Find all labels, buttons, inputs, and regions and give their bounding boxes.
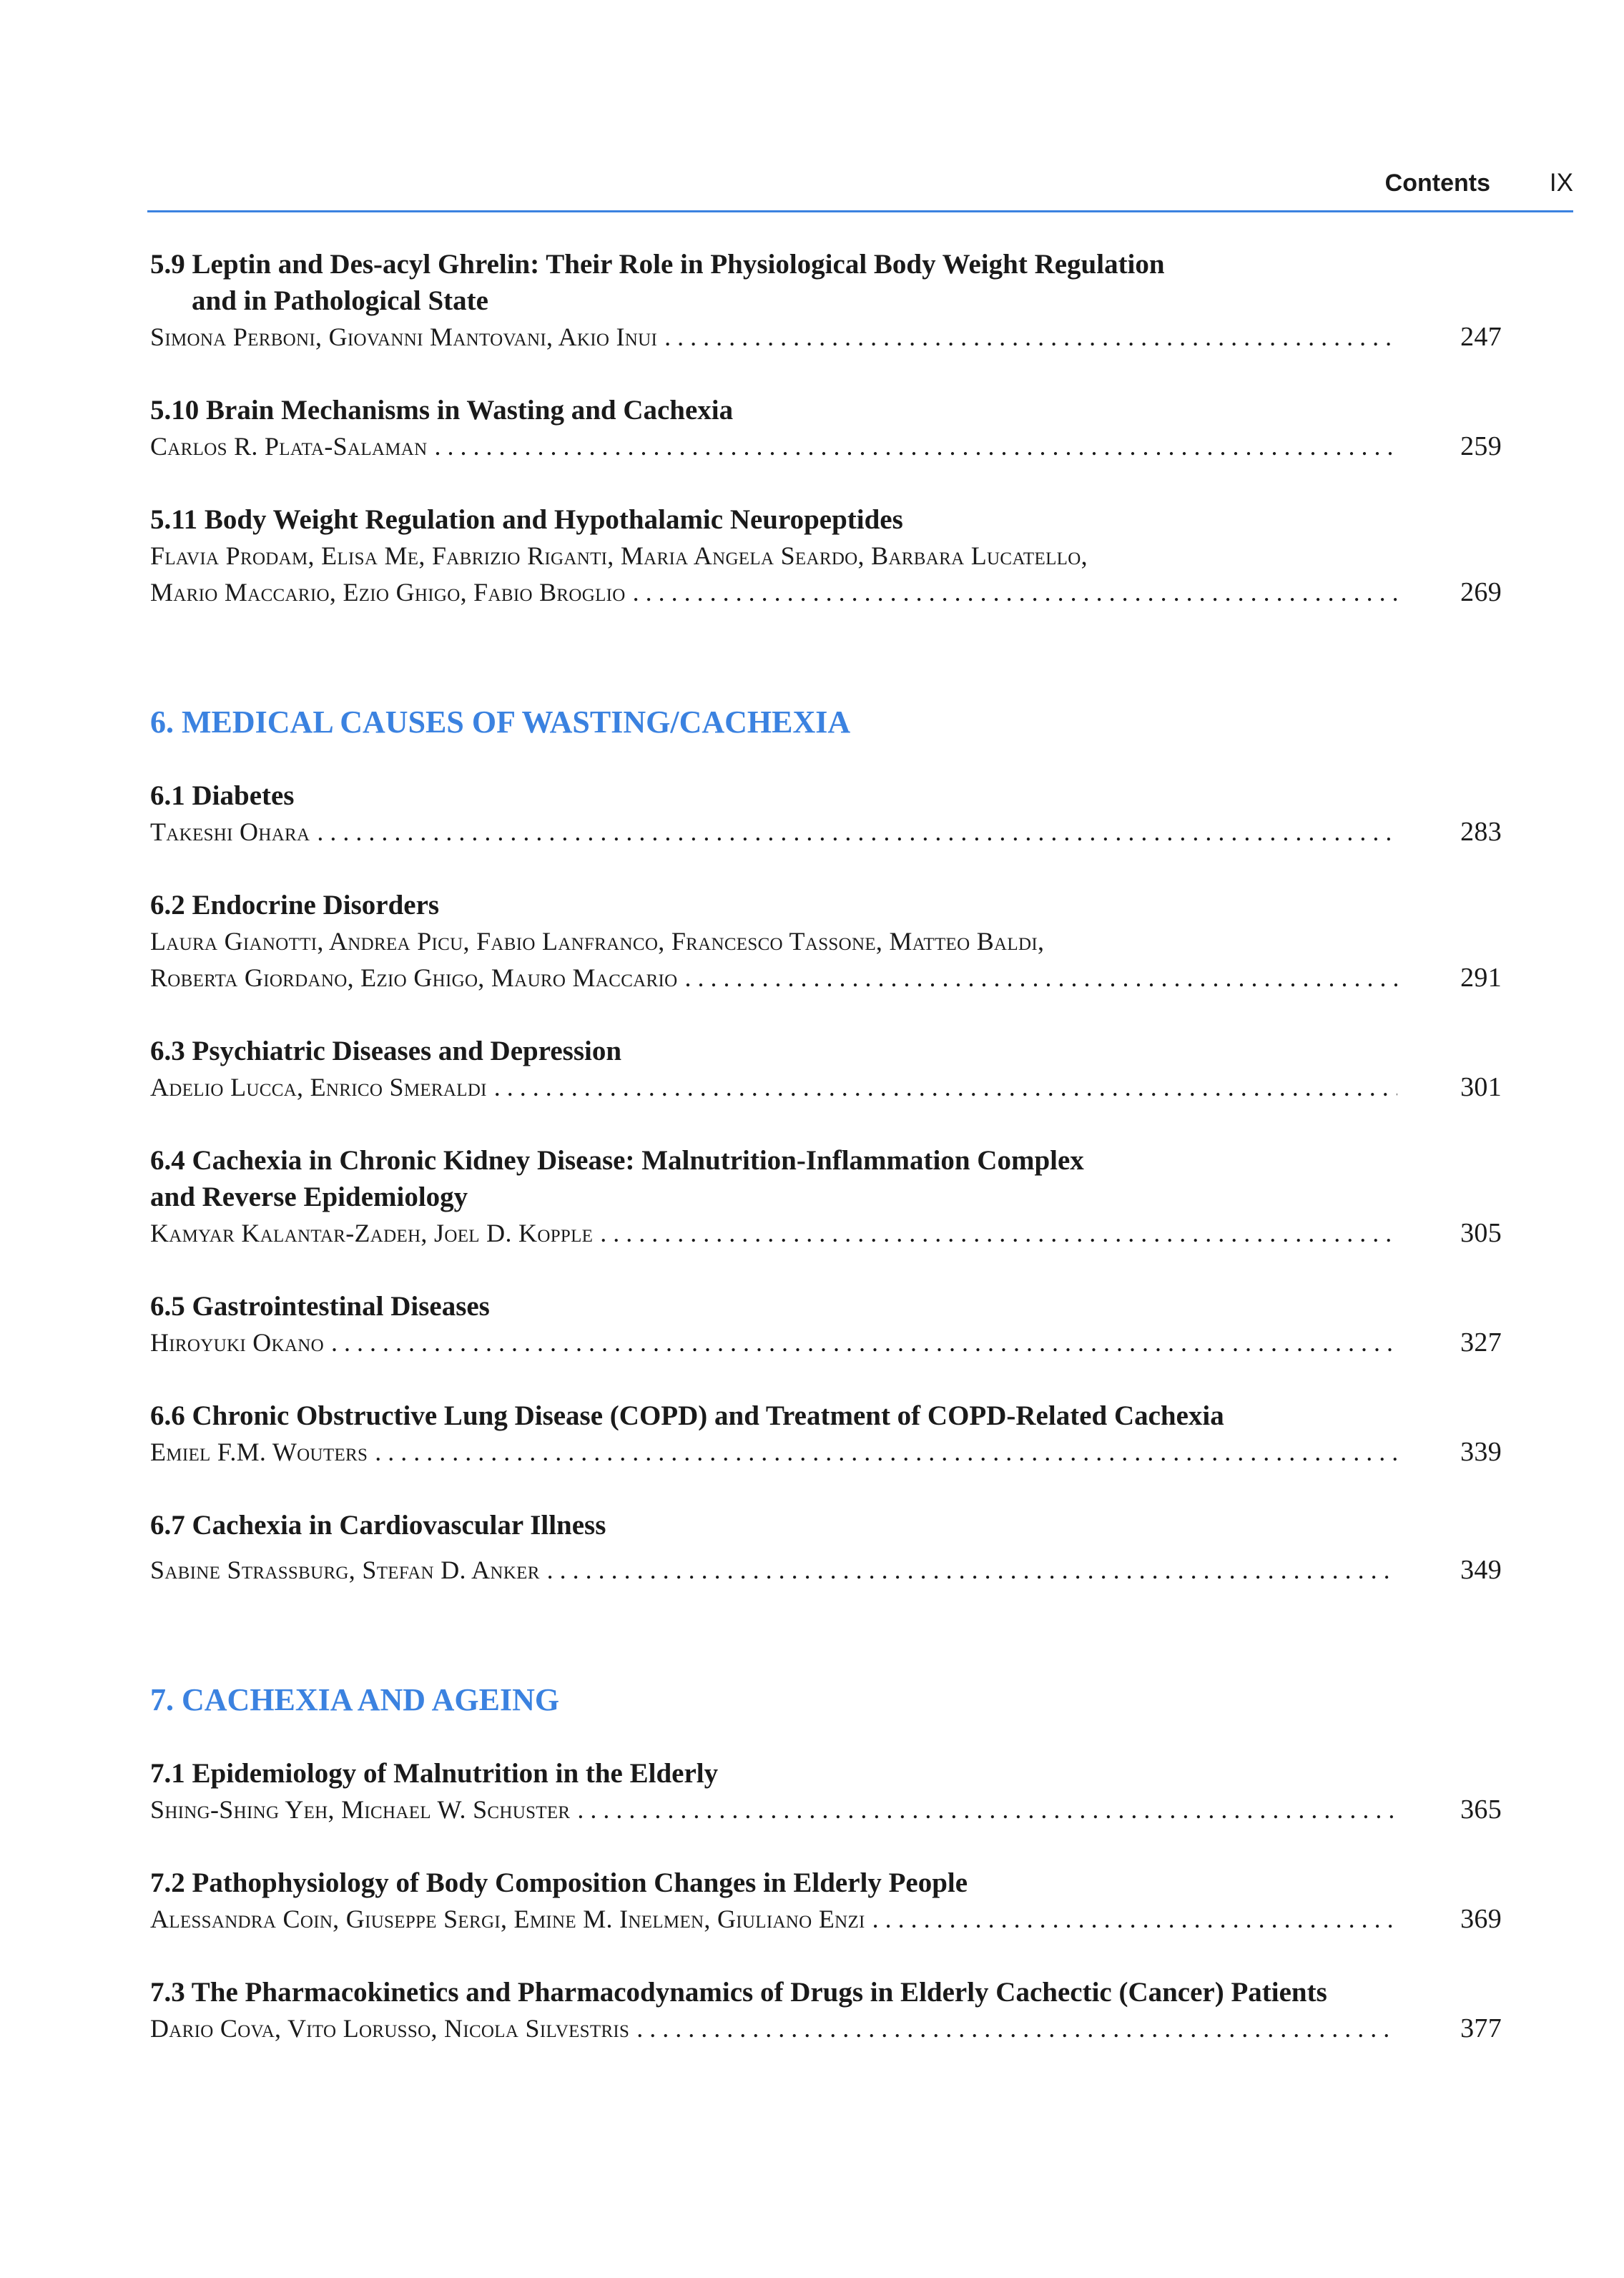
entry-page-number: 369 bbox=[1460, 1904, 1502, 1934]
entry-authors: Roberta Giordano, Ezio Ghigo, Mauro Maccario bbox=[150, 963, 678, 992]
dot-leader bbox=[865, 1901, 1397, 1938]
entry-author-line bbox=[150, 814, 1502, 850]
entry-author-line bbox=[150, 319, 1502, 355]
toc-entry-6-5[interactable] bbox=[150, 1288, 1502, 1361]
running-head bbox=[147, 169, 1573, 212]
entry-title-continuation: and in Pathological State bbox=[192, 285, 488, 316]
entry-page-number: 283 bbox=[1460, 817, 1502, 847]
entry-page-number: 247 bbox=[1460, 322, 1502, 352]
entry-authors: Adelio Lucca, Enrico Smeraldi bbox=[150, 1073, 487, 1101]
dot-leader bbox=[657, 319, 1397, 355]
dot-leader bbox=[570, 1792, 1397, 1828]
entry-title-line: 6.5 Gastrointestinal Diseases bbox=[150, 1291, 490, 1322]
dot-leader bbox=[310, 814, 1397, 850]
dot-leader bbox=[368, 1434, 1397, 1471]
entry-author-line bbox=[150, 1069, 1502, 1106]
entry-author-line bbox=[150, 1325, 1502, 1361]
toc-entry-7-3[interactable] bbox=[150, 1974, 1502, 2047]
entry-title bbox=[150, 1755, 1502, 1792]
entry-page-number: 291 bbox=[1460, 963, 1502, 993]
dot-leader bbox=[677, 960, 1397, 996]
entry-page-number: 327 bbox=[1460, 1327, 1502, 1358]
dot-leader bbox=[324, 1325, 1397, 1361]
entry-author-line bbox=[150, 1552, 1502, 1589]
entry-title bbox=[150, 1288, 1502, 1325]
entry-authors: Alessandra Coin, Giuseppe Sergi, Emine M. Inelmen, Giuliano Enzi bbox=[150, 1905, 865, 1933]
entry-authors: Takeshi Ohara bbox=[150, 818, 310, 846]
dot-leader bbox=[626, 574, 1397, 611]
running-head-title: Contents bbox=[1384, 170, 1490, 197]
entry-page-number: 365 bbox=[1460, 1795, 1502, 1825]
entry-title bbox=[150, 246, 1502, 319]
entry-authors: Kamyar Kalantar-Zadeh, Joel D. Kopple bbox=[150, 1219, 594, 1247]
entry-title bbox=[150, 501, 1502, 538]
entry-title-line: 6.6 Chronic Obstructive Lung Disease (COPD) and Treatment of COPD-Related Cachexia bbox=[150, 1400, 1224, 1431]
toc-entry-5-9[interactable] bbox=[150, 246, 1502, 355]
entry-authors: Mario Maccario, Ezio Ghigo, Fabio Broglio bbox=[150, 578, 626, 607]
entry-author-line bbox=[150, 428, 1502, 465]
entry-page-number: 377 bbox=[1460, 2013, 1502, 2043]
entry-title bbox=[150, 1974, 1502, 2011]
entry-page-number: 339 bbox=[1460, 1437, 1502, 1467]
entry-authors: Carlos R. Plata-Salaman bbox=[150, 432, 428, 461]
entry-title-line: 7.2 Pathophysiology of Body Composition Changes in Elderly People bbox=[150, 1867, 968, 1898]
dot-leader bbox=[629, 2011, 1397, 2047]
entry-title-line: 5.9 Leptin and Des-acyl Ghrelin: Their Role in Physiological Body Weight Regulation bbox=[150, 249, 1165, 280]
entry-title-line: 6.7 Cachexia in Cardiovascular Illness bbox=[150, 1510, 606, 1541]
entry-authors: Sabine Strassburg, Stefan D. Anker bbox=[150, 1556, 540, 1584]
entry-title bbox=[150, 1142, 1502, 1215]
entry-page-number: 301 bbox=[1460, 1072, 1502, 1102]
toc-entry-7-2[interactable] bbox=[150, 1865, 1502, 1938]
entry-author-line bbox=[150, 960, 1502, 996]
header-rule bbox=[147, 210, 1573, 212]
dot-leader bbox=[593, 1215, 1397, 1252]
entry-authors: Simona Perboni, Giovanni Mantovani, Akio Inui bbox=[150, 323, 658, 351]
entry-title-line: 7.1 Epidemiology of Malnutrition in the Elderly bbox=[150, 1758, 719, 1789]
entry-author-line-first bbox=[150, 923, 1502, 960]
section-heading-7: 7. CACHEXIA AND AGEING bbox=[150, 1682, 560, 1717]
entry-page-number: 259 bbox=[1460, 431, 1502, 461]
section-heading-6: 6. MEDICAL CAUSES OF WASTING/CACHEXIA bbox=[150, 704, 851, 740]
entry-authors: Shing-Shing Yeh, Michael W. Schuster bbox=[150, 1795, 571, 1824]
entry-title bbox=[150, 1865, 1502, 1901]
entry-title bbox=[150, 1398, 1502, 1434]
toc-entry-7-1[interactable] bbox=[150, 1755, 1502, 1828]
entry-author-line bbox=[150, 1434, 1502, 1471]
entry-title-line: 6.1 Diabetes bbox=[150, 780, 295, 811]
entry-author-line-first bbox=[150, 538, 1502, 574]
entry-title-line: 6.3 Psychiatric Diseases and Depression bbox=[150, 1036, 622, 1066]
toc-entry-6-1[interactable] bbox=[150, 777, 1502, 850]
entry-title bbox=[150, 1507, 1502, 1543]
entry-page-number: 305 bbox=[1460, 1218, 1502, 1248]
dot-leader bbox=[487, 1069, 1397, 1106]
entry-title bbox=[150, 1033, 1502, 1069]
entry-page-number: 269 bbox=[1460, 577, 1502, 607]
entry-title-continuation: and Reverse Epidemiology bbox=[150, 1182, 468, 1212]
entry-title-line: 6.2 Endocrine Disorders bbox=[150, 890, 440, 920]
entry-authors: Emiel F.M. Wouters bbox=[150, 1438, 368, 1466]
toc-entry-5-10[interactable] bbox=[150, 392, 1502, 465]
entry-authors: Hiroyuki Okano bbox=[150, 1328, 324, 1357]
entry-title bbox=[150, 392, 1502, 428]
toc-entry-6-3[interactable] bbox=[150, 1033, 1502, 1106]
entry-author-line bbox=[150, 574, 1502, 611]
entry-authors: Dario Cova, Vito Lorusso, Nicola Silvestris bbox=[150, 2014, 630, 2043]
entry-title-line: 5.11 Body Weight Regulation and Hypothalamic Neuropeptides bbox=[150, 504, 903, 535]
toc-content bbox=[150, 246, 1502, 2047]
entry-title bbox=[150, 777, 1502, 814]
entry-title-line: 5.10 Brain Mechanisms in Wasting and Cachexia bbox=[150, 395, 734, 426]
dot-leader bbox=[428, 428, 1397, 465]
toc-entry-6-4[interactable] bbox=[150, 1142, 1502, 1252]
entry-title-line: 7.3 The Pharmacokinetics and Pharmacodynamics of Drugs in Elderly Cachectic (Cancer) Patients bbox=[150, 1977, 1327, 2008]
running-head-page-number: IX bbox=[1549, 169, 1573, 197]
entry-author-line bbox=[150, 2011, 1502, 2047]
entry-page-number: 349 bbox=[1460, 1555, 1502, 1585]
dot-leader bbox=[540, 1552, 1397, 1589]
entry-author-line bbox=[150, 1215, 1502, 1252]
toc-entry-6-7[interactable] bbox=[150, 1507, 1502, 1589]
toc-entry-6-6[interactable] bbox=[150, 1398, 1502, 1471]
entry-author-line bbox=[150, 1792, 1502, 1828]
toc-entry-6-2[interactable] bbox=[150, 887, 1502, 996]
entry-author-line bbox=[150, 1901, 1502, 1938]
entry-title-line: 6.4 Cachexia in Chronic Kidney Disease: Malnutrition-Inflammation Complex bbox=[150, 1145, 1084, 1176]
entry-title bbox=[150, 887, 1502, 923]
entry-authors-first: Laura Gianotti, Andrea Picu, Fabio Lanfranco, Francesco Tassone, Matteo Baldi, bbox=[150, 927, 1045, 956]
entry-authors-first: Flavia Prodam, Elisa Me, Fabrizio Riganti, Maria Angela Seardo, Barbara Lucatello, bbox=[150, 541, 1088, 570]
toc-entry-5-11[interactable] bbox=[150, 501, 1502, 611]
